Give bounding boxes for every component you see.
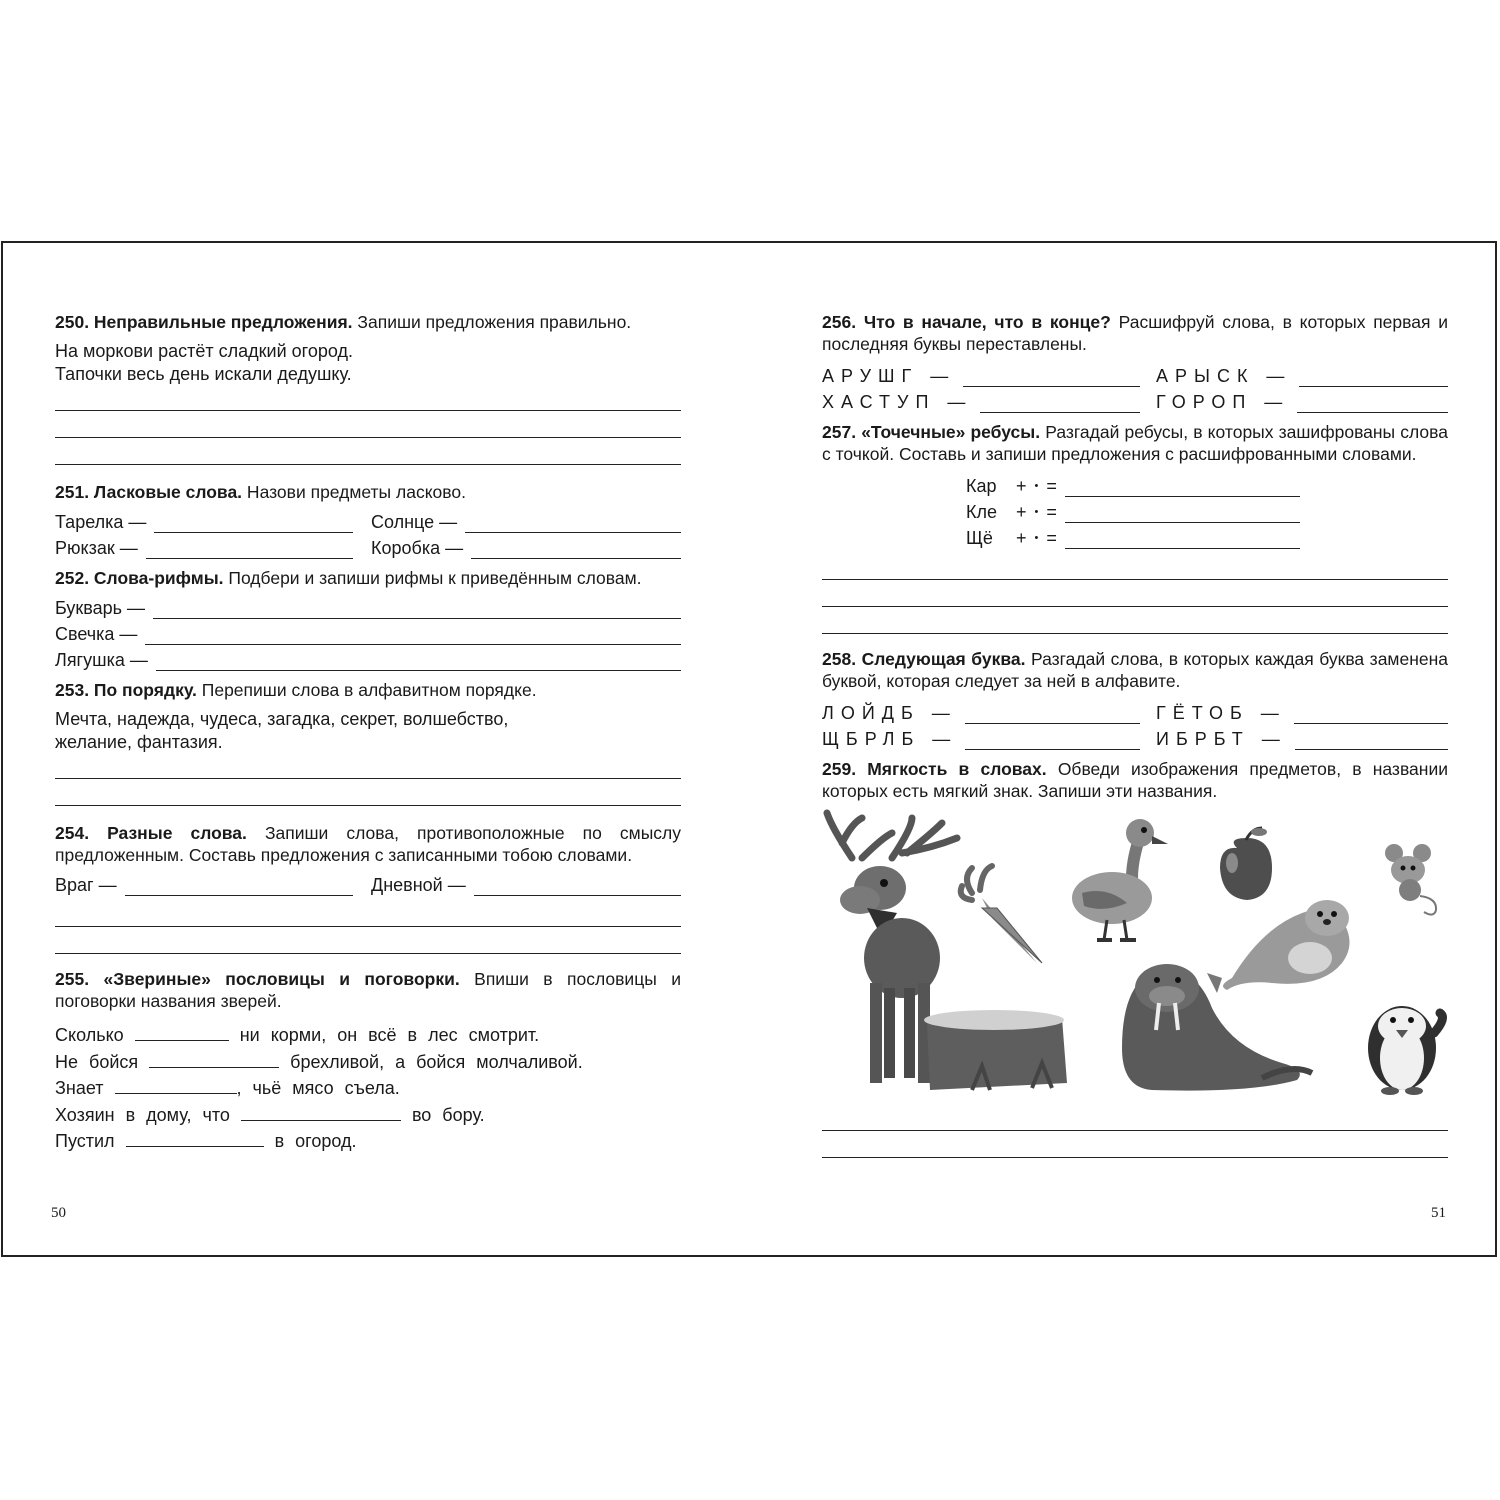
ex250-line-2: Тапочки весь день искали дедушку. (55, 364, 352, 384)
proverb-blank[interactable] (241, 1104, 401, 1121)
dot-icon: • (1034, 480, 1039, 492)
answer-line[interactable] (471, 540, 681, 559)
ex258-item: ГЁТОБ — (1156, 703, 1286, 723)
exercise-250: 250. Неправильные предложения. Запиши предложения правильно. (55, 312, 632, 332)
answer-line[interactable] (1295, 731, 1448, 750)
page-number-left: 50 (51, 1205, 66, 1221)
page-number-right: 51 (1431, 1205, 1446, 1221)
answer-line[interactable] (1299, 368, 1448, 387)
ex258-item: ЛОЙДБ — (822, 703, 957, 723)
answer-line[interactable] (125, 877, 353, 896)
right-page (822, 311, 1448, 1158)
ex252-item: Лягушка — (55, 650, 148, 670)
write-line[interactable] (55, 438, 681, 465)
ex251-item: Солнце — (371, 512, 458, 532)
answer-line[interactable] (153, 600, 681, 619)
answer-line[interactable] (145, 626, 681, 645)
ex251-item: Рюкзак — (55, 538, 138, 558)
ex254-item: Враг — (55, 875, 117, 895)
answer-line[interactable] (965, 705, 1140, 724)
ex252-item: Букварь — (55, 598, 146, 618)
left-page (55, 311, 681, 1155)
ex251-item: Тарелка — (55, 512, 147, 532)
write-line[interactable] (55, 752, 681, 779)
write-line[interactable] (55, 384, 681, 411)
ex250-line-1: На моркови растёт сладкий огород. (55, 341, 353, 361)
answer-line[interactable] (474, 877, 681, 896)
mouse-icon[interactable] (1385, 844, 1436, 915)
write-line[interactable] (55, 900, 681, 927)
carrot-icon[interactable] (961, 866, 1042, 963)
answer-line[interactable] (156, 652, 681, 671)
ex256-item: АРУШГ — (822, 366, 956, 386)
ex258-item: ИБРБТ — (1156, 729, 1287, 749)
ex254-item: Дневной — (371, 875, 466, 895)
exercise-253: 253. По порядку. Перепиши слова в алфавитном порядке. (55, 680, 537, 700)
exercise-258: 258. Следующая буква. Разгадай слова, в которых каждая буква заменена буквой, которая следует за ней в алфавите. (822, 649, 1448, 691)
picture-grid (822, 808, 1448, 1108)
stump-icon[interactable] (924, 1010, 1067, 1090)
ex258-item: ЩБРЛБ — (822, 729, 958, 749)
ex253-line-1: Мечта, надежда, чудеса, загадка, секрет, волшебство, (55, 709, 509, 729)
ex256-item: ХАСТУП — (822, 392, 973, 412)
answer-line[interactable] (1065, 478, 1300, 497)
ex253-line-2: желание, фантазия. (55, 732, 223, 752)
goose-icon[interactable] (1072, 819, 1168, 940)
answer-line[interactable] (154, 514, 353, 533)
dot-icon: • (1034, 532, 1039, 544)
write-line[interactable] (822, 1104, 1448, 1131)
write-line[interactable] (822, 580, 1448, 607)
answer-line[interactable] (146, 540, 353, 559)
write-line[interactable] (55, 779, 681, 806)
answer-line[interactable] (963, 368, 1140, 387)
exercise-256: 256. Что в начале, что в конце? Расшифруй слова, в которых первая и последняя буквы переставлены. (822, 312, 1448, 354)
apple-icon[interactable] (1220, 828, 1272, 900)
exercise-259: 259. Мягкость в словах. Обведи изображения предметов, в названии которых есть мягкий знак. Запиши эти названия. (822, 759, 1448, 801)
answer-line[interactable] (465, 514, 681, 533)
ex251-item: Коробка — (371, 538, 464, 558)
exercise-251: 251. Ласковые слова. Назови предметы ласково. (55, 482, 466, 502)
proverb-blank[interactable] (135, 1024, 229, 1041)
answer-line[interactable] (1297, 394, 1448, 413)
answer-line[interactable] (1065, 530, 1300, 549)
proverb-blank[interactable] (149, 1051, 279, 1068)
exercise-257: 257. «Точечные» ребусы. Разгадай ребусы, в которых зашифрованы слова с точкой. Составь и запиши предложения с расшифрованными словами. (822, 422, 1448, 464)
answer-line[interactable] (1065, 504, 1300, 523)
write-line[interactable] (822, 1131, 1448, 1158)
seal-icon[interactable] (1207, 900, 1350, 993)
write-line[interactable] (822, 553, 1448, 580)
write-line[interactable] (822, 607, 1448, 634)
proverbs: Сколько ни корми, он всё в лес смотрит. Не бойся брехливой, а бойся молчаливой. Знает , чьё мясо съела. Хозяин в дому, что во бору. Пустил в огород. (55, 1025, 583, 1151)
answer-line[interactable] (1294, 705, 1448, 724)
exercise-254: 254. Разные слова. Запиши слова, противоположные по смыслу предложенным. Составь предложения с записанными тобою словами. (55, 823, 681, 865)
write-line[interactable] (55, 411, 681, 438)
ex256-item: АРЫСК — (1156, 366, 1292, 386)
write-line[interactable] (55, 927, 681, 954)
exercise-252: 252. Слова-рифмы. Подбери и запиши рифмы к приведённым словам. (55, 568, 642, 588)
answer-line[interactable] (980, 394, 1140, 413)
exercise-255: 255. «Звериные» пословицы и поговорки. Впиши в пословицы и поговорки названия зверей. (55, 969, 681, 1011)
book-spread (1, 241, 1497, 1257)
proverb-blank[interactable] (126, 1130, 264, 1147)
answer-line[interactable] (965, 731, 1140, 750)
ex256-item: ГОРОП — (1156, 392, 1290, 412)
dot-icon: • (1034, 506, 1039, 518)
ex252-item: Свечка — (55, 624, 138, 644)
rebus-list: Кар + • = Кле + • = Щё + • = (966, 471, 1300, 549)
proverb-blank[interactable] (115, 1077, 237, 1094)
penguin-icon[interactable] (1368, 1006, 1442, 1095)
